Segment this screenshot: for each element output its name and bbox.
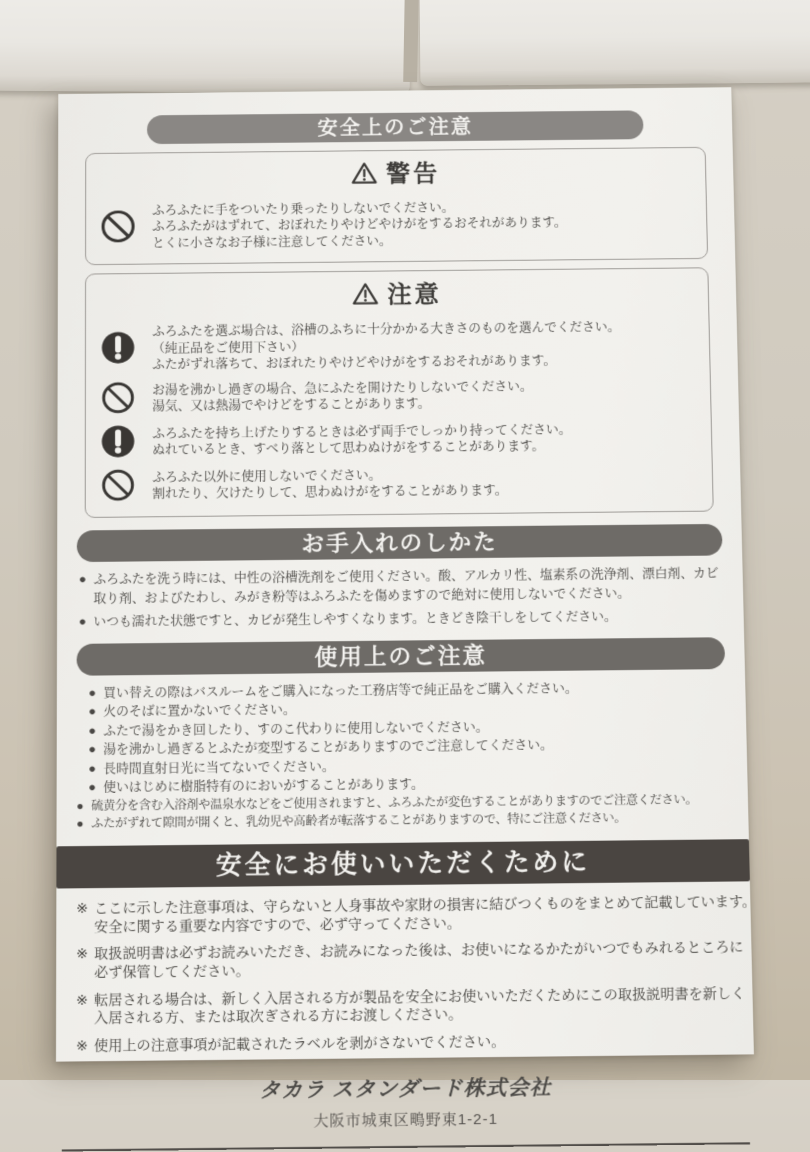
note-item: ※ 取扱説明書は必ずお読みいただき、お読みになった後は、お使いになるかたがいつでもみれるところに 必ず保管してください。 xyxy=(76,939,732,983)
caution-title-label: 注意 xyxy=(387,276,442,310)
attention-icon xyxy=(98,330,139,366)
caution-item xyxy=(97,462,700,504)
list-item: ● いつも濡れた状態ですと、カビが発生しやすくなります。ときどき陰干しをしてください。 xyxy=(79,606,723,631)
warning-title-label: 警告 xyxy=(386,155,441,189)
warning-item-text: ふろふたに手をついたり乗ったりしないでください。 ふろふたがはずれて、おぼれたりやけどやけがをするおそれがあります。 とくに小さなお子様に注意してください。 xyxy=(152,196,695,250)
caution-item-text: お湯を沸かし過ぎの場合、急にふたを開けたりしないでください。 湯気、又は熱湯でやけどをすることがあります。 xyxy=(152,376,699,415)
list-item: ● ふろふたを洗う時には、中性の浴槽洗剤をご使用ください。酸、アルカリ性、塩素系の洗浄剤、漂白剤、カビ取り剤、およびたわし、みがき粉等はふろふたを傷めますので絶対に使用しないでください。 xyxy=(79,564,722,608)
list-item: ● 長時間直射日光に当てないでください。 xyxy=(88,752,725,778)
document-footer xyxy=(76,1069,736,1133)
section-header-safe-use: 安全にお使いいただくために xyxy=(56,839,749,888)
document-paper xyxy=(56,87,754,1061)
warning-item xyxy=(98,196,695,251)
section-header-safety-precautions: 安全上のご注意 xyxy=(147,110,643,144)
company-address: 大阪市城東区鴫野東1-2-1 xyxy=(76,1105,736,1133)
prohibition-icon xyxy=(97,467,138,504)
list-item: ● 買い替えの際はバスルームをご購入になった工務店等で純正品をご購入ください。 xyxy=(88,677,723,702)
note-item: ※ 転居される場合は、新しく入居される方が製品を安全にお使いいただくためにこの取扱説明書を新しく 入居される方、または取次ぎされる方にお渡しください。 xyxy=(76,985,733,1029)
caution-item xyxy=(98,418,700,460)
safety-note-list xyxy=(76,893,734,1056)
caution-item xyxy=(98,374,699,416)
note-item: ※ 使用上の注意事項が記載されたラベルを剥がさないでください。 xyxy=(76,1031,734,1056)
warning-title xyxy=(98,151,694,195)
prohibition-icon xyxy=(98,208,139,246)
care-bullet-list xyxy=(79,564,723,632)
caution-item-text: ふろふたを選ぶ場合は、浴槽のふちに十分かかる大きさのものを選んでください。 （純正品をご使用下さい） ふたがずれ落ちて、おぼれたりやけどやけがをするおそれがあります。 xyxy=(152,317,698,372)
attention-icon xyxy=(98,424,139,461)
list-item: ● ふたがずれて隙間が開くと、乳幼児や高齢者が転落することがありますので、特にご注意ください。 xyxy=(76,808,726,833)
caution-item-text: ふろふた以外に使用しないでください。 割れたり、欠けたりして、思わぬけがをすることがあります。 xyxy=(152,463,700,502)
company-name: タカラ スタンダード株式会社 xyxy=(76,1069,735,1106)
list-item: ● 硫黄分を含む入浴剤や温泉水などをご使用されますと、ふろふたが変色することがありますのでご注意ください。 xyxy=(76,790,726,815)
note-item: ※ ここに示した注意事項は、守らないと人身事故や家財の損害に結びつくものをまとめて記載しています。 安全に関する重要な内容ですので、必ず守ってください。 xyxy=(76,893,731,937)
caution-item xyxy=(98,317,698,372)
background-box-right xyxy=(420,0,810,86)
background-box-gap xyxy=(403,0,419,82)
caution-box xyxy=(85,268,714,519)
section-header-care: お手入れのしかた xyxy=(77,524,723,562)
usage-bullet-list xyxy=(88,677,727,833)
caution-item-text: ふろふたを持ち上げたりするときは必ず両手でしっかり持ってください。 ぬれているとき、すべり落として思わぬけがをすることがあります。 xyxy=(152,419,700,458)
list-item: ● 湯を沸かし過ぎるとふたが変型することがありますのでご注意してください。 xyxy=(88,733,725,759)
warning-triangle-icon xyxy=(351,161,377,185)
warning-triangle-icon xyxy=(352,282,378,306)
list-item: ● ふたで湯をかき回したり、すのこ代わりに使用しないでください。 xyxy=(88,715,724,740)
bottom-rule xyxy=(62,1142,750,1151)
warning-box xyxy=(85,147,708,266)
list-item: ● 使いはじめに樹脂特有のにおいがすることがあります。 xyxy=(88,771,726,797)
prohibition-icon xyxy=(98,380,139,416)
background-box-left xyxy=(0,0,410,94)
list-item: ● 火のそばに置かないでください。 xyxy=(88,696,724,721)
section-header-usage: 使用上のご注意 xyxy=(77,637,726,676)
caution-title xyxy=(98,271,697,316)
